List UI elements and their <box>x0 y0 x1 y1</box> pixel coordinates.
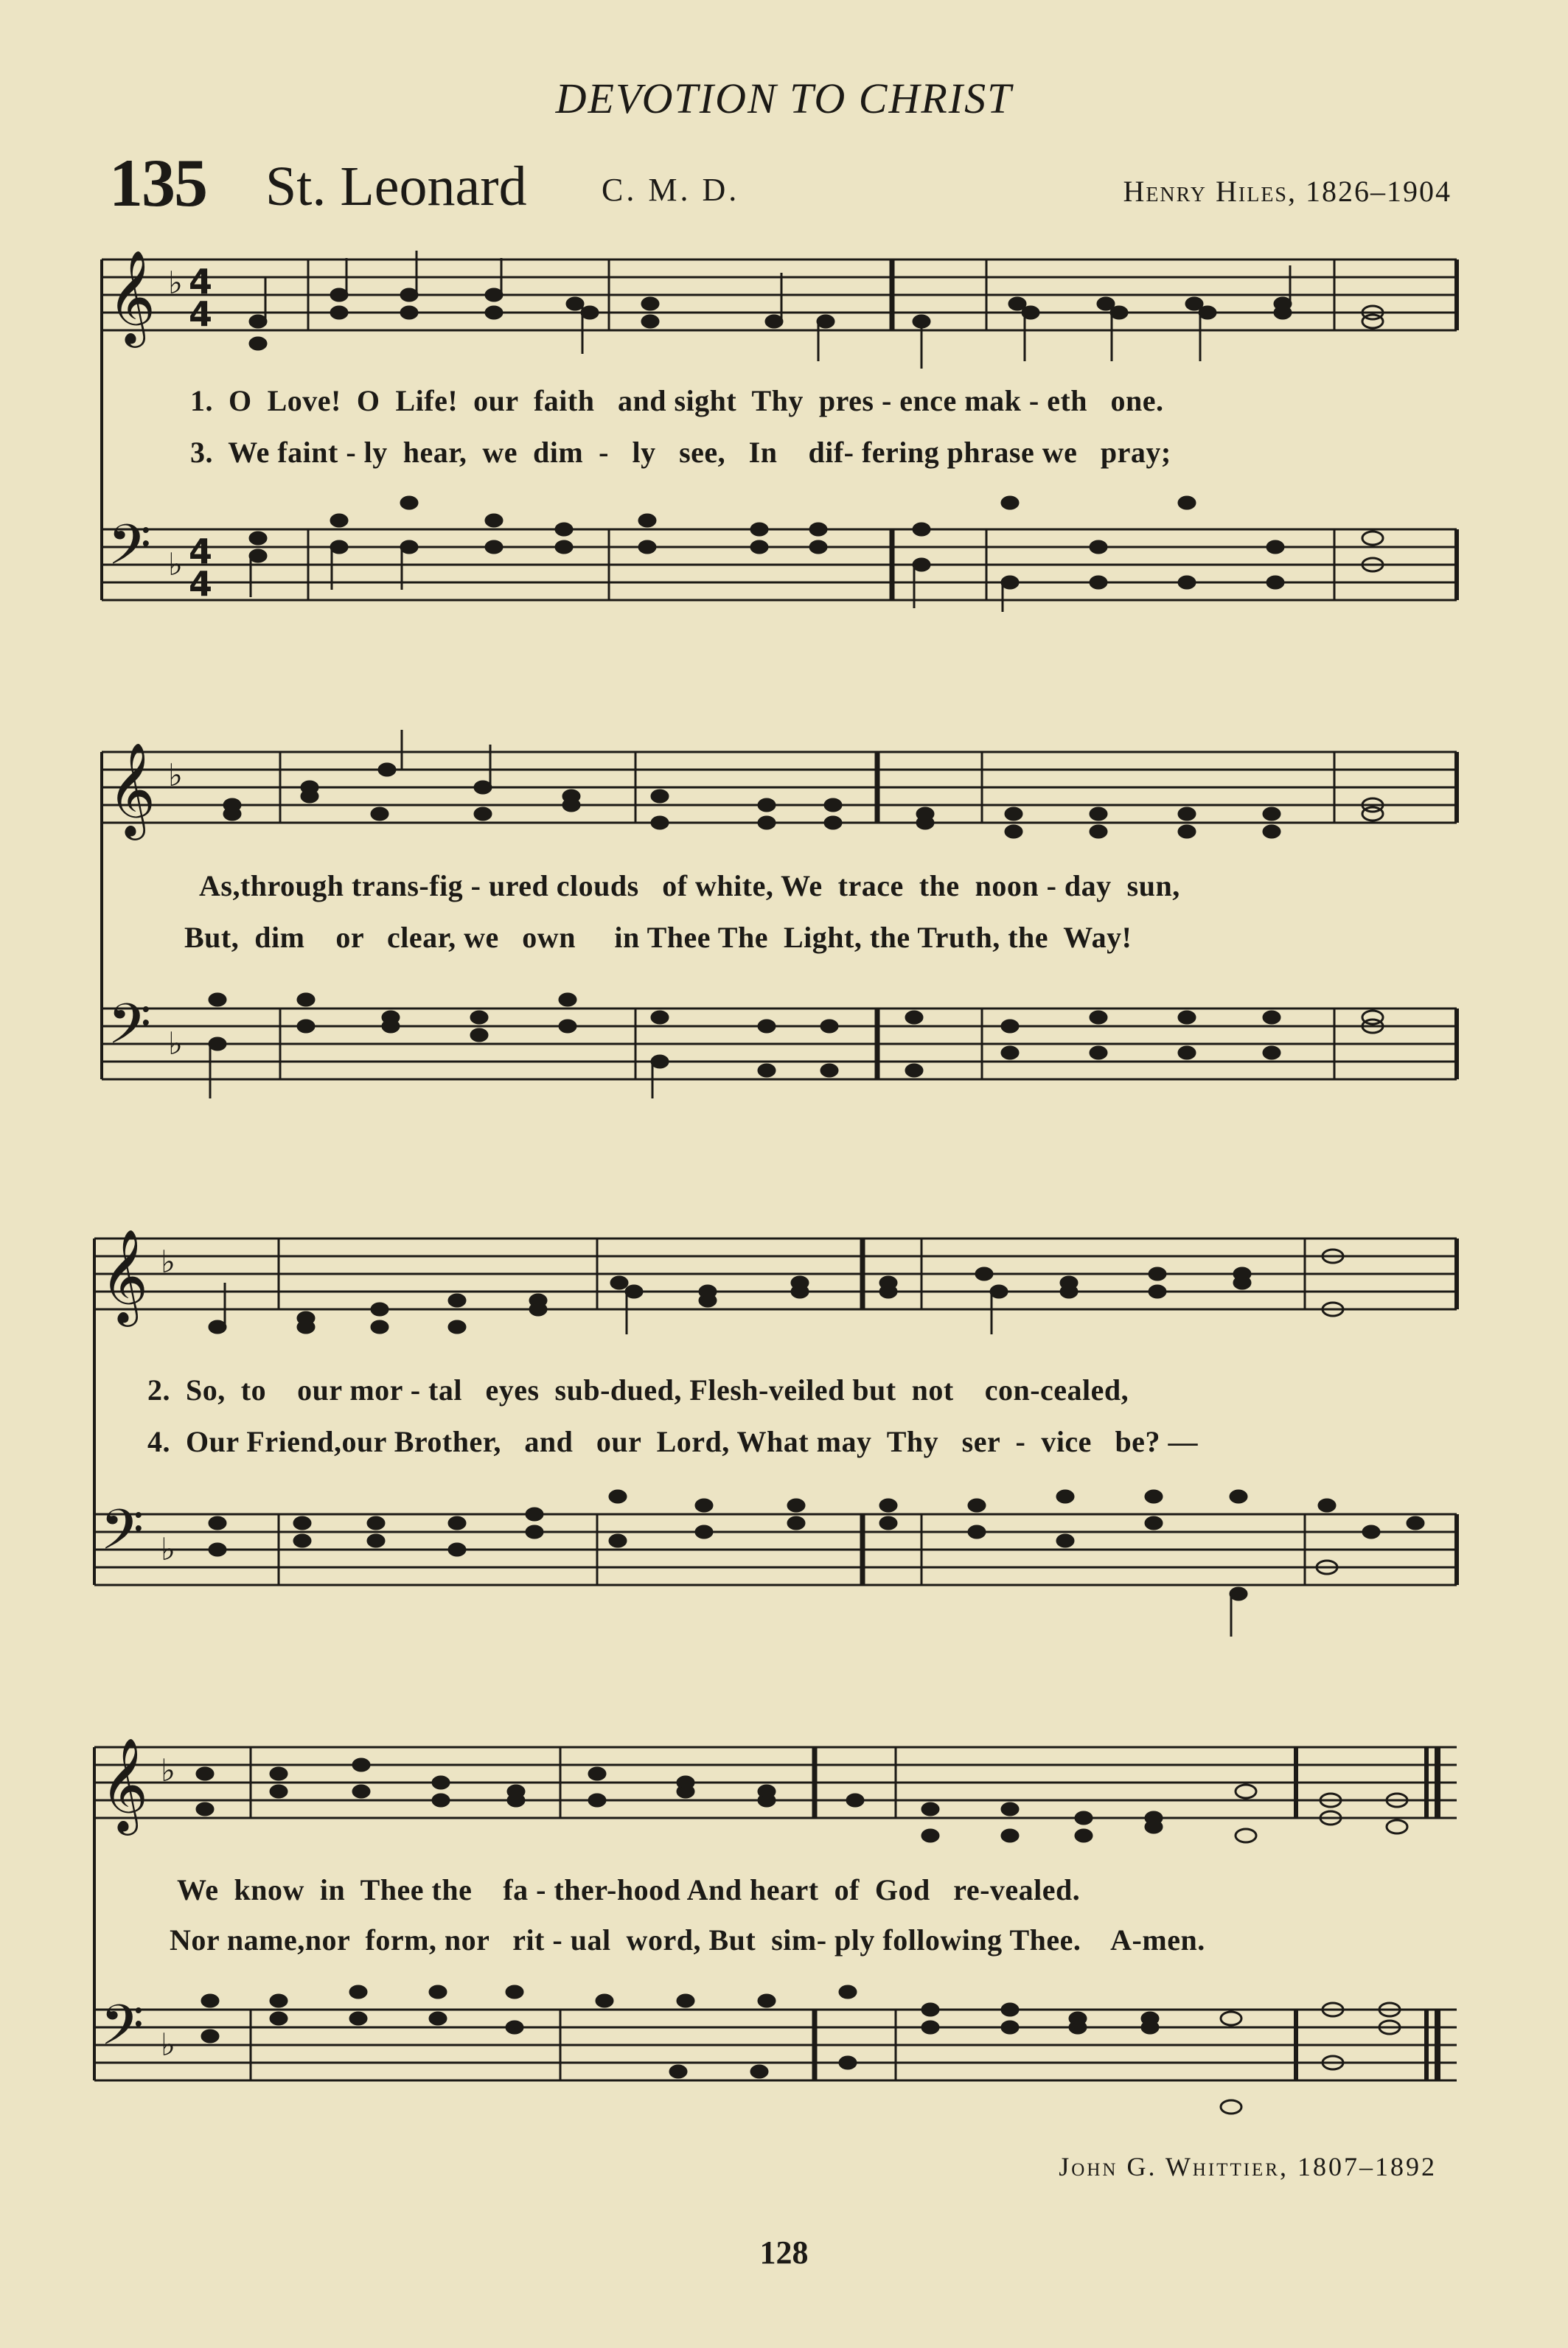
hymn-number: 135 <box>109 145 206 220</box>
author-credit: John G. Whittier, 1807–1892 <box>1059 2152 1437 2181</box>
lyric-line: 1. O Love! O Life! our faith and sight Thy pres - ence mak - eth one. <box>190 384 1164 417</box>
lyric-line: We know in Thee the fa - ther-hood And heart of God re-vealed. <box>177 1873 1081 1906</box>
section-title: DEVOTION TO CHRIST <box>555 74 1013 122</box>
music-system-1 <box>0 243 1568 612</box>
svg-text:𝄢: 𝄢 <box>108 512 152 591</box>
svg-text:♭: ♭ <box>161 2027 175 2063</box>
svg-text:4: 4 <box>189 294 213 334</box>
svg-text:♭: ♭ <box>168 546 183 582</box>
lyric-line: As,through trans-fig - ured clouds of white, We trace the noon - day sun, <box>199 869 1180 902</box>
svg-text:𝄢: 𝄢 <box>108 992 152 1070</box>
lyric-line: 4. Our Friend,our Brother, and our Lord, What may Thy ser - vice be? — <box>147 1425 1198 1458</box>
lyric-line: Nor name,nor form, nor rit - ual word, But sim- ply following Thee. A-men. <box>170 1923 1205 1957</box>
svg-text:𝄞: 𝄞 <box>108 249 156 344</box>
svg-text:𝄞: 𝄞 <box>100 1737 149 1831</box>
svg-text:4: 4 <box>189 532 213 571</box>
svg-text:4: 4 <box>189 564 213 604</box>
svg-text:𝄞: 𝄞 <box>108 742 156 836</box>
meter: C. M. D. <box>602 172 740 208</box>
page-number: 128 <box>759 2234 809 2271</box>
music-system-2 <box>0 730 1568 1098</box>
svg-text:𝄞: 𝄞 <box>100 1228 149 1323</box>
svg-text:♭: ♭ <box>161 1531 175 1567</box>
composer-credit: Henry Hiles, 1826–1904 <box>1123 175 1452 208</box>
svg-text:♭: ♭ <box>168 757 183 793</box>
lyric-line: But, dim or clear, we own in Thee The Light, the Truth, the Way! <box>184 921 1132 954</box>
lyric-line: 3. We faint - ly hear, we dim - ly see, In dif- fering phrase we pray; <box>190 436 1171 469</box>
svg-text:𝄢: 𝄢 <box>100 1497 144 1576</box>
svg-text:♭: ♭ <box>168 265 183 301</box>
svg-text:4: 4 <box>189 262 213 302</box>
lyric-line: 2. So, to our mor - tal eyes sub-dued, Flesh-veiled but not con-cealed, <box>147 1373 1129 1407</box>
svg-text:♭: ♭ <box>168 1025 183 1062</box>
svg-text:𝄢: 𝄢 <box>100 1993 144 2072</box>
svg-text:♭: ♭ <box>161 1752 175 1788</box>
svg-text:♭: ♭ <box>161 1244 175 1280</box>
tune-name: St. Leonard <box>265 156 527 217</box>
